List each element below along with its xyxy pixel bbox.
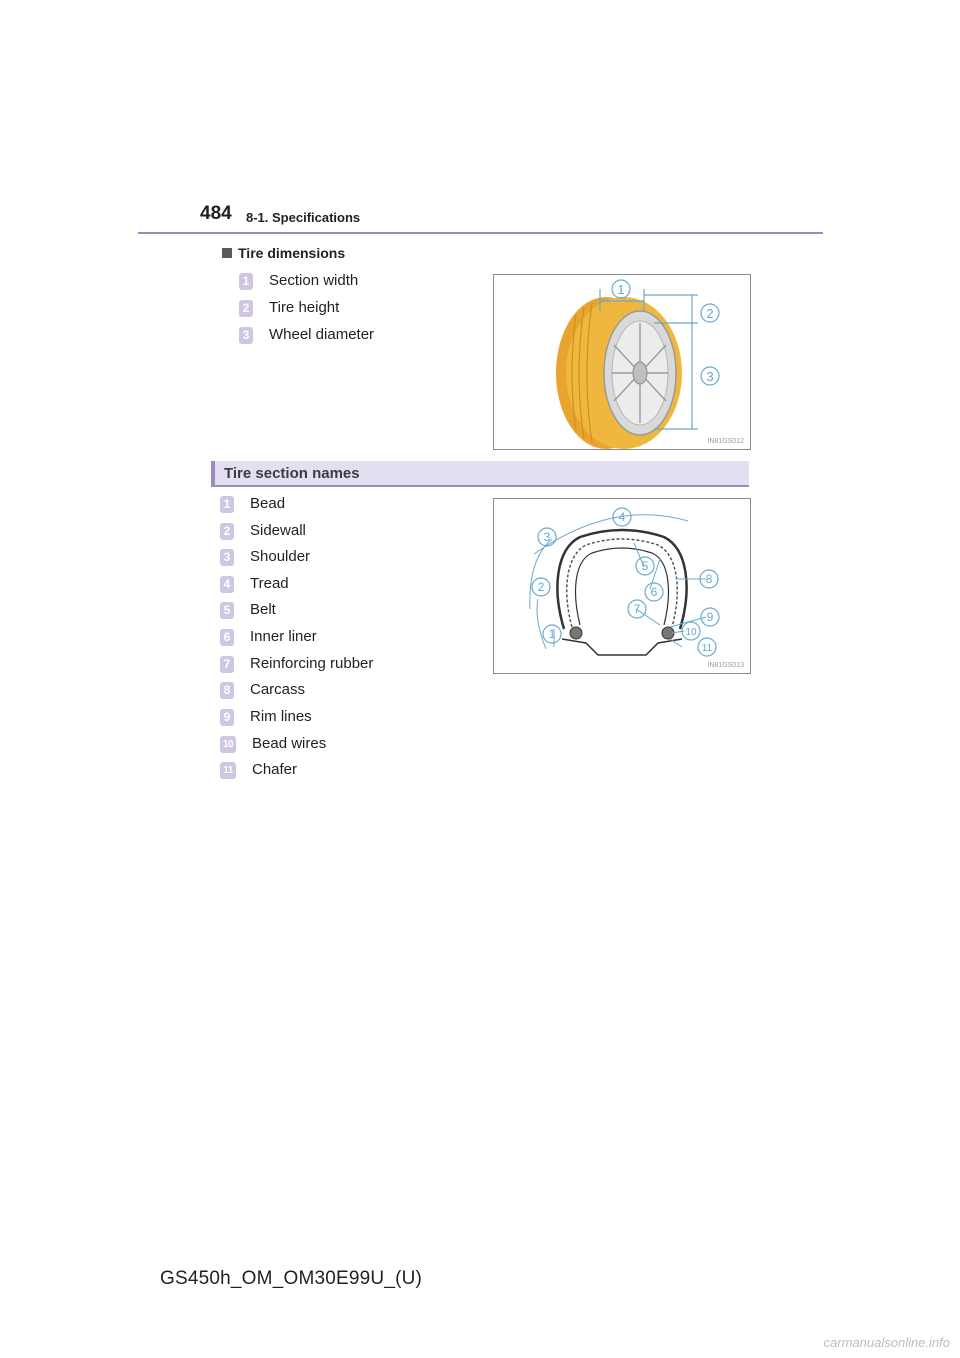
callout-label: 5 <box>641 559 649 573</box>
callout-label: 1 <box>617 282 625 297</box>
list-item-label: Section width <box>269 272 359 289</box>
callout-label: 2 <box>537 580 545 594</box>
list-item <box>220 600 276 620</box>
list-item-label: Rim lines <box>250 708 312 725</box>
callout-label: 3 <box>543 530 551 544</box>
callout-label: 9 <box>706 610 714 624</box>
section-heading-bar <box>211 461 749 487</box>
square-bullet-icon <box>222 248 232 258</box>
number-badge: 1 <box>239 273 253 290</box>
list-item <box>239 325 374 345</box>
list-item-label: Inner liner <box>250 628 317 645</box>
watermark[interactable]: carmanualsonline.info <box>823 1335 950 1350</box>
list-item <box>220 574 289 594</box>
list-item-label: Bead <box>250 495 286 512</box>
callout-label: 8 <box>705 572 713 586</box>
list-item <box>220 654 373 674</box>
number-badge: 8 <box>220 682 234 699</box>
list-item-label: Belt <box>250 601 276 618</box>
number-badge: 1 <box>220 496 234 513</box>
figure-code: IN81GS013 <box>707 662 744 669</box>
bead-left <box>570 627 582 639</box>
list-item-label: Tire height <box>269 299 340 316</box>
number-badge: 2 <box>239 300 253 317</box>
callout-label: 1 <box>548 627 556 641</box>
tire-dimensions-title: Tire dimensions <box>238 245 346 261</box>
list-item-label: Tread <box>250 575 289 592</box>
tire-dimensions-heading <box>222 245 345 261</box>
callout-label: 3 <box>706 369 714 384</box>
list-item <box>239 298 339 318</box>
number-badge: 3 <box>220 549 234 566</box>
list-item <box>220 734 326 754</box>
list-item-label: Sidewall <box>250 522 306 539</box>
number-badge: 4 <box>220 576 234 593</box>
list-item <box>220 521 306 541</box>
section-reference: 8-1. Specifications <box>246 210 361 225</box>
list-item-label: Shoulder <box>250 548 311 565</box>
list-item-label: Wheel diameter <box>269 326 375 343</box>
list-item <box>220 680 305 700</box>
tire-cross-section-illustration <box>494 499 750 673</box>
document-code: GS450h_OM_OM30E99U_(U) <box>160 1268 423 1289</box>
section-heading: Tire section names <box>224 465 360 482</box>
number-badge: 2 <box>220 523 234 540</box>
callout-label: 4 <box>618 510 626 524</box>
list-item-label: Reinforcing rubber <box>250 655 374 672</box>
list-item <box>220 494 285 514</box>
number-badge: 9 <box>220 709 234 726</box>
tire-section-figure <box>493 498 751 674</box>
page-number: 484 <box>200 203 232 224</box>
list-item-label: Bead wires <box>252 735 327 752</box>
number-badge: 11 <box>220 762 236 779</box>
list-item <box>220 707 312 727</box>
number-badge: 10 <box>220 736 236 753</box>
rim <box>562 639 682 655</box>
tire-illustration <box>494 275 750 449</box>
callout-label: 7 <box>633 602 641 616</box>
list-item-label: Chafer <box>252 761 298 778</box>
tire-dimensions-figure <box>493 274 751 450</box>
callout-label: 2 <box>706 306 714 321</box>
list-item <box>220 627 317 647</box>
list-item-label: Carcass <box>250 681 306 698</box>
list-item <box>239 271 358 291</box>
callout-label: 6 <box>650 585 658 599</box>
number-badge: 7 <box>220 656 234 673</box>
header-rule <box>138 232 823 234</box>
number-badge: 6 <box>220 629 234 646</box>
callout-label: 10 <box>685 627 697 638</box>
list-item <box>220 760 297 780</box>
figure-code: IN81GS012 <box>707 438 744 445</box>
number-badge: 3 <box>239 327 253 344</box>
list-item <box>220 547 310 567</box>
callout-label: 11 <box>701 643 713 654</box>
number-badge: 5 <box>220 602 234 619</box>
